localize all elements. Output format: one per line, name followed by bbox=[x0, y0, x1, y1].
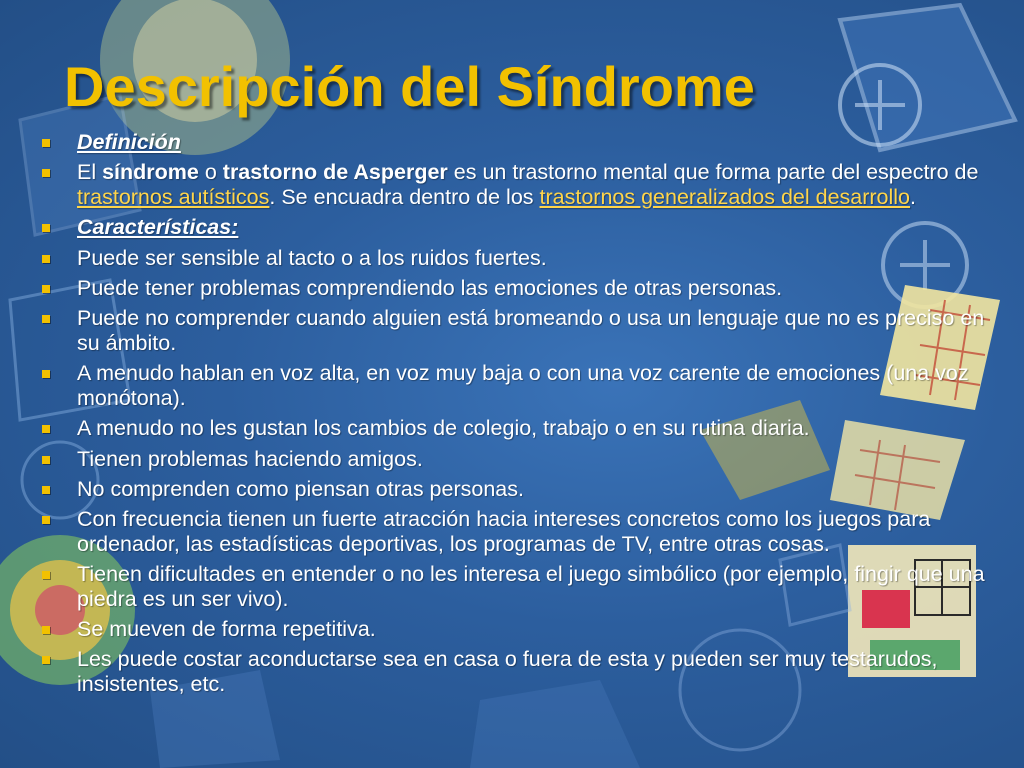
definition-text-item bbox=[40, 160, 995, 210]
definition-heading-item bbox=[40, 130, 995, 155]
square-bullet-icon bbox=[42, 224, 50, 232]
definition-text-3: es un trastorno mental que forma parte del espectro de bbox=[447, 160, 979, 185]
characteristic-text: Puede tener problemas comprendiendo las emociones de otras personas. bbox=[77, 275, 783, 300]
square-bullet-icon bbox=[42, 315, 50, 323]
list-item bbox=[40, 507, 995, 557]
list-item bbox=[40, 276, 995, 301]
characteristic-text: Tienen problemas haciendo amigos. bbox=[77, 446, 423, 471]
definition-text-5: . bbox=[910, 185, 917, 210]
characteristic-text: No comprenden como piensan otras personas. bbox=[77, 476, 524, 501]
characteristic-text: Puede ser sensible al tacto o a los ruidos fuertes. bbox=[77, 245, 547, 270]
list-item bbox=[40, 361, 995, 411]
list-item bbox=[40, 562, 995, 612]
characteristics-heading: Características: bbox=[77, 215, 239, 240]
definition-heading: Definición bbox=[77, 130, 181, 154]
characteristic-text: Se mueven de forma repetitiva. bbox=[77, 617, 376, 642]
square-bullet-icon bbox=[42, 425, 50, 433]
definition-text-1: El bbox=[77, 160, 103, 185]
list-item bbox=[40, 617, 995, 642]
term-sindrome: síndrome bbox=[102, 160, 199, 185]
list-item bbox=[40, 647, 995, 697]
list-item bbox=[40, 416, 995, 441]
list-item bbox=[40, 246, 995, 271]
characteristics-heading-item bbox=[40, 215, 995, 240]
characteristic-text: A menudo no les gustan los cambios de colegio, trabajo o en su rutina diaria. bbox=[77, 416, 810, 441]
bullet-list bbox=[40, 130, 995, 703]
square-bullet-icon bbox=[42, 571, 50, 579]
square-bullet-icon bbox=[42, 626, 50, 634]
square-bullet-icon bbox=[42, 486, 50, 494]
characteristic-text: Puede no comprender cuando alguien está bromeando o usa un lenguaje que no es preciso en su ámbito. bbox=[77, 305, 985, 355]
square-bullet-icon bbox=[42, 656, 50, 664]
square-bullet-icon bbox=[42, 516, 50, 524]
square-bullet-icon bbox=[42, 370, 50, 378]
square-bullet-icon bbox=[42, 285, 50, 293]
link-trastornos-autisticos[interactable]: trastornos autísticos bbox=[77, 185, 270, 210]
slide-title: Descripción del Síndrome bbox=[64, 55, 755, 118]
square-bullet-icon bbox=[42, 169, 50, 177]
square-bullet-icon bbox=[42, 139, 50, 147]
definition-text-2: o bbox=[198, 160, 223, 185]
characteristic-text: Tienen dificultades en entender o no les interesa el juego simbólico (por ejemplo, fingir que una piedra es un ser vivo). bbox=[77, 562, 985, 612]
list-item bbox=[40, 306, 995, 356]
characteristic-text: Les puede costar aconductarse sea en casa o fuera de esta y pueden ser muy testarudos, insistentes, etc. bbox=[77, 647, 938, 697]
characteristic-text: Con frecuencia tienen un fuerte atracción hacia intereses concretos como los juegos para ordenador, las estadísticas deportivas, los programas de TV, entre otras cosas. bbox=[77, 506, 931, 556]
characteristic-text: A menudo hablan en voz alta, en voz muy baja o con una voz carente de emociones (una voz monótona). bbox=[77, 361, 969, 411]
list-item bbox=[40, 477, 995, 502]
square-bullet-icon bbox=[42, 456, 50, 464]
term-asperger: trastorno de Asperger bbox=[222, 160, 448, 185]
definition-text-4: . Se encuadra dentro de los bbox=[269, 185, 540, 210]
square-bullet-icon bbox=[42, 255, 50, 263]
list-item bbox=[40, 447, 995, 472]
link-trastornos-generalizados[interactable]: trastornos generalizados del desarrollo bbox=[539, 185, 911, 210]
